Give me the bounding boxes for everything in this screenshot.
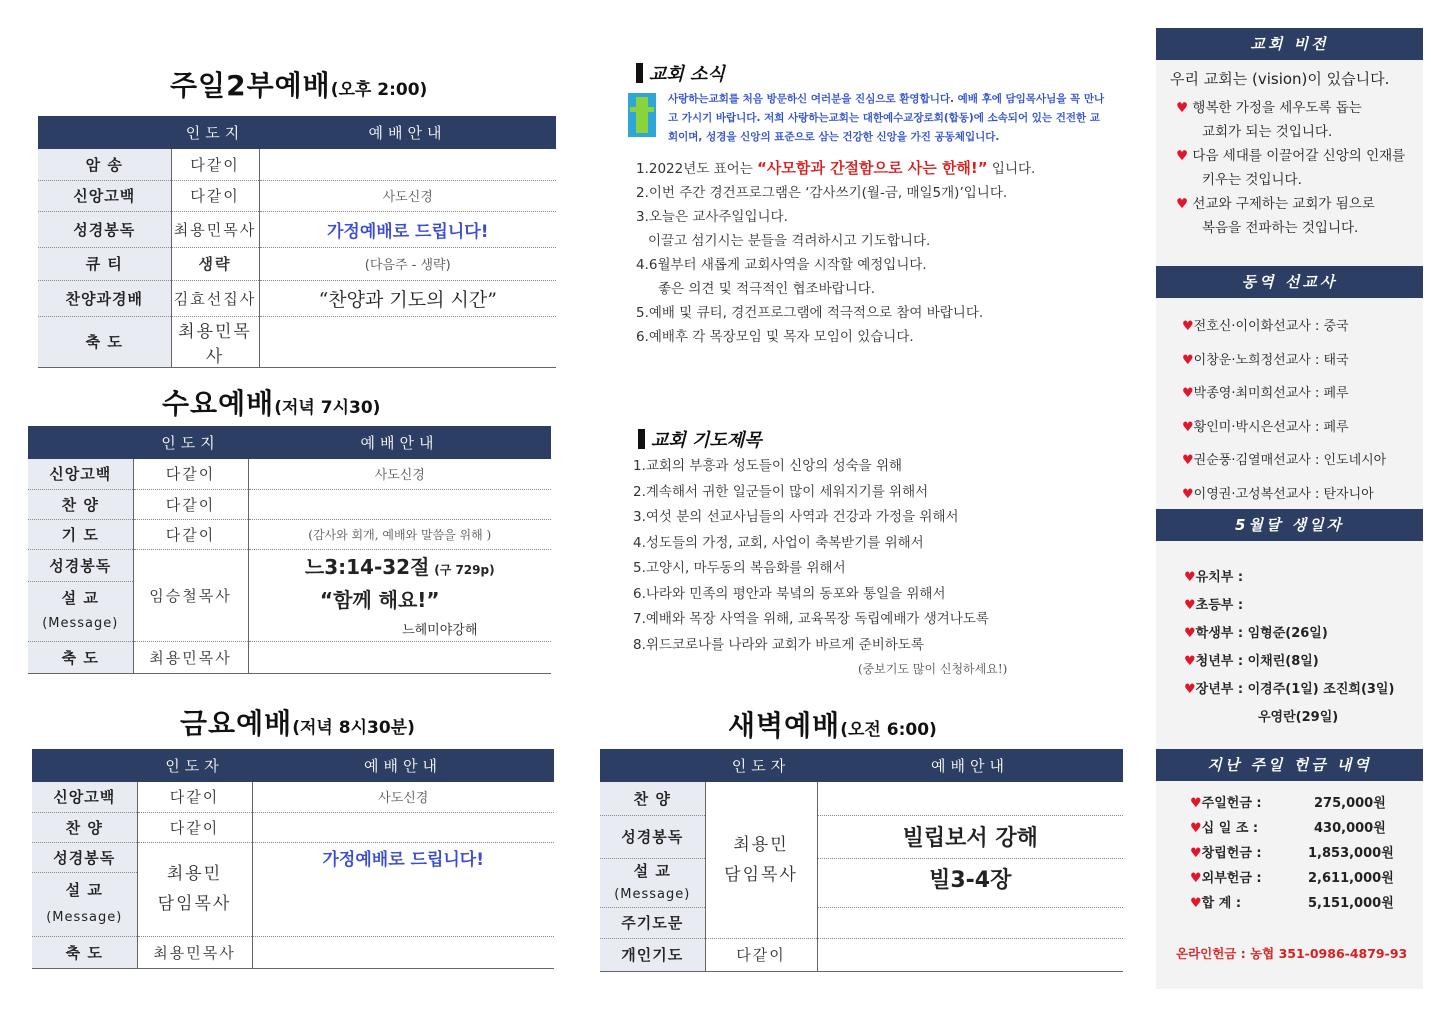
heading-bar <box>636 63 643 83</box>
missionaries-list <box>1182 310 1386 511</box>
church-motto: “사모함과 간절함으로 사는 한해!” <box>757 159 988 177</box>
heart-icon: ♥ <box>1182 319 1194 334</box>
row-label: 성경봉독 <box>600 815 705 858</box>
row-leader: 다같이 <box>171 149 259 180</box>
row-label: 암 송 <box>38 149 171 180</box>
header-info: 예배안내 <box>817 749 1123 782</box>
dawn-title-sub: (오전 6:00) <box>840 720 937 740</box>
offering-row: ♥창립헌금 : <box>1190 846 1262 861</box>
table-row <box>32 936 554 968</box>
row-info: “찬양과 기도의 시간” <box>259 280 556 316</box>
list-item: ♥이영권·고성복선교사 : 탄자니아 <box>1182 486 1374 502</box>
header-empty <box>600 749 705 782</box>
prayer-heading <box>638 426 762 452</box>
list-item: ♥유치부 : <box>1184 570 1244 585</box>
offering-row: ♥십 일 조 : <box>1190 821 1259 836</box>
header-leader: 인도지 <box>133 426 248 459</box>
row-label <box>600 858 705 907</box>
table-row <box>32 782 554 812</box>
row-info: 사도신경 <box>248 459 551 489</box>
offering-row: ♥외부헌금 : <box>1190 871 1262 886</box>
row-info <box>817 938 1123 971</box>
list-item: 이끌고 섬기시는 분들을 격려하시고 기도합니다. <box>648 233 931 249</box>
sunday-title-main: 주일2부예배 <box>170 69 331 102</box>
row-info: 가정예배로 드립니다! <box>322 849 484 870</box>
heart-icon: ♥ <box>1184 570 1196 585</box>
table-row <box>38 280 556 316</box>
offering-row: ♥합 계 : <box>1190 896 1242 911</box>
row-label-main: 설 교 <box>61 589 99 607</box>
table-row <box>600 858 1123 907</box>
row-label: 찬 양 <box>28 489 133 519</box>
header-info: 예배안내 <box>259 116 556 149</box>
table-header <box>38 116 556 149</box>
header-empty <box>28 426 133 459</box>
row-label: 축 도 <box>32 936 137 968</box>
row-label: 성경봉독 <box>32 842 137 872</box>
row-label: 신앙고백 <box>38 180 171 211</box>
row-leader: 임승철목사 <box>133 549 248 641</box>
row-info: 빌3-4장 <box>817 858 1123 907</box>
row-label <box>28 581 133 641</box>
row-leader: 최용민목사 <box>133 641 248 673</box>
row-leader <box>137 842 252 936</box>
heading-bar <box>638 429 645 449</box>
list-item: 4.6월부터 새롭게 교회사역을 시작할 예정입니다. <box>636 257 927 273</box>
heart-icon: ♥ <box>1184 682 1196 697</box>
table-row <box>28 459 551 489</box>
row-label: 축 도 <box>28 641 133 673</box>
table-row <box>28 641 551 673</box>
table-header <box>28 426 551 459</box>
scripture-ref: 느3:14-32절 <box>304 554 430 579</box>
news-intro: 사랑하는교회를 처음 방문하신 여러분을 진심으로 환영합니다. 예배 후에 담임목사님을 꼭 만나고 가시기 바랍니다. 저희 사랑하는교회는 대한예수교장로회(합동)에 소속되어 있는 건전한 교회이며, 성경을 신앙의 표준으로 삼는 건강한 신앙을 가진 공동체입니다. <box>668 93 1105 143</box>
heart-icon: ♥ <box>1176 196 1189 212</box>
heart-icon: ♥ <box>1190 846 1202 861</box>
row-label: 주기도문 <box>600 907 705 938</box>
sermon-series: 느헤미야강해 <box>402 622 478 638</box>
list-item: 4.성도들의 가정, 교회, 사업이 축복받기를 위해서 <box>633 534 924 551</box>
offering-heading: 지난 주일 헌금 내역 <box>1156 749 1423 781</box>
heart-icon: ♥ <box>1184 654 1196 669</box>
vision-intro: 우리 교회는 (vision)이 있습니다. <box>1170 70 1390 88</box>
heart-icon: ♥ <box>1184 598 1196 613</box>
row-info <box>252 812 554 842</box>
table-row <box>38 316 556 367</box>
list-item: ♥ 선교와 구제하는 교회가 됨으로 <box>1176 196 1375 212</box>
leader-title: 담임목사 <box>157 894 232 914</box>
row-leader <box>705 782 817 938</box>
heart-icon: ♥ <box>1190 821 1202 836</box>
row-info: 빌립보서 강해 <box>817 815 1123 858</box>
list-item: 2.계속해서 귀한 일군들이 많이 세워지기를 위해서 <box>633 483 929 500</box>
heart-icon: ♥ <box>1182 453 1194 468</box>
wednesday-title <box>162 382 380 422</box>
list-item: 7.예배와 목장 사역을 위해, 교육목장 독립예배가 생겨나도록 <box>633 611 989 627</box>
row-label-sub: (Message) <box>42 616 119 631</box>
sunday-title <box>170 64 427 104</box>
row-label-main: 설 교 <box>65 881 103 899</box>
leader-name: 최용민 <box>733 834 789 855</box>
dawn-title-main: 새벽예배 <box>728 709 841 742</box>
list-item: ♥박종영·최미희선교사 : 페루 <box>1182 386 1349 401</box>
heart-icon: ♥ <box>1182 419 1194 435</box>
row-leader: 다같이 <box>171 180 259 211</box>
sermon-title: “함께 해요!” <box>319 587 440 612</box>
heart-icon: ♥ <box>1190 796 1202 811</box>
row-info <box>259 149 556 180</box>
list-item: 좋은 의견 및 적극적인 협조바랍니다. <box>658 281 876 297</box>
table-row <box>38 180 556 211</box>
table-row <box>28 549 551 581</box>
row-info <box>248 641 551 673</box>
cross-icon <box>628 93 656 137</box>
offering-amount: 275,000원 <box>1314 796 1386 811</box>
heart-icon: ♥ <box>1190 896 1202 911</box>
friday-title-sub: (저녁 8시30분) <box>292 718 415 738</box>
offering-amount: 1,853,000원 <box>1308 846 1394 861</box>
row-info <box>248 581 551 641</box>
vision-heading: 교회 비전 <box>1156 28 1423 60</box>
heart-icon: ♥ <box>1182 386 1194 401</box>
list-item: ♥황인미·박시은선교사 : 페루 <box>1182 419 1349 435</box>
row-leader: 최용민목사 <box>137 936 252 968</box>
row-leader: 최용민목사 <box>171 316 259 367</box>
row-label: 찬 양 <box>600 782 705 815</box>
row-leader: 다같이 <box>133 489 248 519</box>
table-row <box>600 782 1123 815</box>
row-label: 찬양과경배 <box>38 280 171 316</box>
prayer-note: (중보기도 많이 신청하세요!) <box>858 662 1008 676</box>
row-info: 가정예배로 드립니다! <box>259 211 556 247</box>
table-header <box>32 749 554 782</box>
dawn-table <box>600 749 1123 972</box>
row-label: 성경봉독 <box>38 211 171 247</box>
list-item: 5.고양시, 마두동의 복음화를 위해서 <box>633 560 846 576</box>
birthdays-heading: 5월달 생일자 <box>1156 509 1423 541</box>
heart-icon: ♥ <box>1190 871 1202 886</box>
header-info: 예배안내 <box>248 426 551 459</box>
table-row <box>38 247 556 280</box>
list-item: 6.예배후 각 목장모임 및 목자 모임이 있습니다. <box>636 329 914 345</box>
header-leader: 인도자 <box>137 749 252 782</box>
list-item: ♥권순풍·김열매선교사 : 인도네시아 <box>1182 453 1387 468</box>
news-heading <box>636 60 725 86</box>
row-info: (감사와 회개, 예배와 말씀을 위해 ) <box>248 519 551 549</box>
row-label: 큐 티 <box>38 247 171 280</box>
list-item: 6.나라와 민족의 평안과 북녘의 동포와 통일을 위해서 <box>633 585 946 602</box>
table-row <box>28 581 551 641</box>
row-label: 기 도 <box>28 519 133 549</box>
list-item-cont: 키우는 것입니다. <box>1202 172 1302 188</box>
row-info <box>259 316 556 367</box>
wednesday-table <box>28 426 551 674</box>
header-empty <box>38 116 171 149</box>
row-label <box>32 872 137 936</box>
sunday-title-sub: (오후 2:00) <box>330 80 428 100</box>
header-empty <box>32 749 137 782</box>
leader-title: 담임목사 <box>724 864 798 885</box>
heart-icon: ♥ <box>1184 626 1196 641</box>
list-item-cont: 교회가 되는 것입니다. <box>1202 124 1333 140</box>
header-leader: 인도자 <box>705 749 817 782</box>
list-item: ♥초등부 : <box>1184 598 1244 613</box>
prayer-title: 교회 기도제목 <box>651 430 762 451</box>
row-info <box>817 907 1123 938</box>
row-label: 신앙고백 <box>32 782 137 812</box>
wednesday-title-main: 수요예배 <box>162 387 275 420</box>
row-info: 사도신경 <box>252 782 554 812</box>
header-leader: 인도지 <box>171 116 259 149</box>
row-info <box>252 936 554 968</box>
news-title: 교회 소식 <box>649 64 725 85</box>
birthdays-list <box>1184 564 1394 732</box>
row-leader: 최용민목사 <box>171 211 259 247</box>
online-offering: 온라인헌금 : 농협 351-0986-4879-93 <box>1176 946 1408 961</box>
table-row <box>600 815 1123 858</box>
row-leader: 다같이 <box>137 782 252 812</box>
sunday-table <box>38 116 556 368</box>
news-list <box>636 156 1035 349</box>
table-row <box>32 872 554 936</box>
row-leader: 다같이 <box>133 519 248 549</box>
heart-icon: ♥ <box>1182 352 1194 368</box>
row-label: 신앙고백 <box>28 459 133 489</box>
scripture-page: (구 729p) <box>434 562 495 577</box>
row-leader: 다같이 <box>137 812 252 842</box>
list-item: ♥학생부 : 임형준(26일) <box>1184 626 1328 641</box>
list-item: ♥전호신·이이화선교사 : 중국 <box>1182 319 1349 334</box>
row-info <box>248 489 551 519</box>
offering-amount: 2,611,000원 <box>1308 871 1394 886</box>
offering-amount: 430,000원 <box>1314 821 1386 836</box>
list-item: 5.예배 및 큐티, 경건프로그램에 적극적으로 참여 바랍니다. <box>636 305 984 321</box>
friday-table <box>32 749 554 969</box>
row-leader: 다같이 <box>705 938 817 971</box>
list-item: ♥장년부 : 이경주(1일) 조진희(3일) <box>1184 682 1395 697</box>
offering-amount: 5,151,000원 <box>1308 896 1394 911</box>
row-label-main: 설 교 <box>633 861 671 880</box>
vision-list <box>1176 96 1405 240</box>
heart-icon: ♥ <box>1176 100 1189 116</box>
table-row <box>38 149 556 180</box>
table-row <box>28 489 551 519</box>
row-label: 축 도 <box>38 316 171 367</box>
row-info: (다음주 - 생략) <box>259 247 556 280</box>
heart-icon: ♥ <box>1182 486 1194 502</box>
leader-name: 최용민 <box>166 864 223 884</box>
list-item: 1.2022년도 표어는 “사모함과 간절함으로 사는 한해!” 입니다. <box>636 159 1036 177</box>
offering-row: ♥주일헌금 : <box>1190 796 1262 811</box>
row-label: 개인기도 <box>600 938 705 971</box>
table-row <box>32 812 554 842</box>
table-row <box>600 938 1123 971</box>
list-item: 8.위드코로나를 나라와 교회가 바르게 준비하도록 <box>633 636 924 653</box>
list-item: 3.오늘은 교사주일입니다. <box>636 209 788 225</box>
row-info <box>817 782 1123 815</box>
table-row <box>28 519 551 549</box>
list-item: 1.교회의 부흥과 성도들이 신앙의 성숙을 위해 <box>633 458 903 474</box>
table-row <box>600 907 1123 938</box>
friday-title-main: 금요예배 <box>180 707 293 740</box>
list-item: 2.이번 주간 경건프로그램은 ‘감사쓰기(월-금, 매일5개)’입니다. <box>636 185 1008 201</box>
friday-title <box>180 702 415 742</box>
header-info: 예배안내 <box>252 749 554 782</box>
row-info: 사도신경 <box>259 180 556 211</box>
prayer-list <box>633 454 989 658</box>
row-label-sub: (Message) <box>614 886 691 902</box>
list-item-cont: 복음을 전파하는 것입니다. <box>1202 220 1359 236</box>
list-item: ♥청년부 : 이채린(8일) <box>1184 654 1319 669</box>
row-label: 찬 양 <box>32 812 137 842</box>
row-label-sub: (Message) <box>46 910 123 925</box>
row-info <box>248 549 551 581</box>
list-item: ♥이창운·노희정선교사 : 태국 <box>1182 352 1349 368</box>
table-row <box>32 842 554 872</box>
list-item: 3.여섯 분의 선교사님들의 사역과 건강과 가정을 위해서 <box>633 509 959 525</box>
list-item-cont: 우영란(29일) <box>1258 710 1339 725</box>
wednesday-title-sub: (저녁 7시30) <box>274 398 381 418</box>
row-leader: 다같이 <box>133 459 248 489</box>
heart-icon: ♥ <box>1176 148 1189 164</box>
row-label: 성경봉독 <box>28 549 133 581</box>
list-item: ♥ 다음 세대를 이끌어갈 신앙의 인재를 <box>1176 148 1406 164</box>
table-header <box>600 749 1123 782</box>
row-leader: 생략 <box>171 247 259 280</box>
row-info <box>252 872 554 936</box>
missionaries-heading: 동역 선교사 <box>1156 266 1423 298</box>
row-leader: 김효선집사 <box>171 280 259 316</box>
list-item: ♥ 행복한 가정을 세우도록 돕는 <box>1176 100 1362 116</box>
dawn-title <box>728 704 937 744</box>
table-row <box>38 211 556 247</box>
